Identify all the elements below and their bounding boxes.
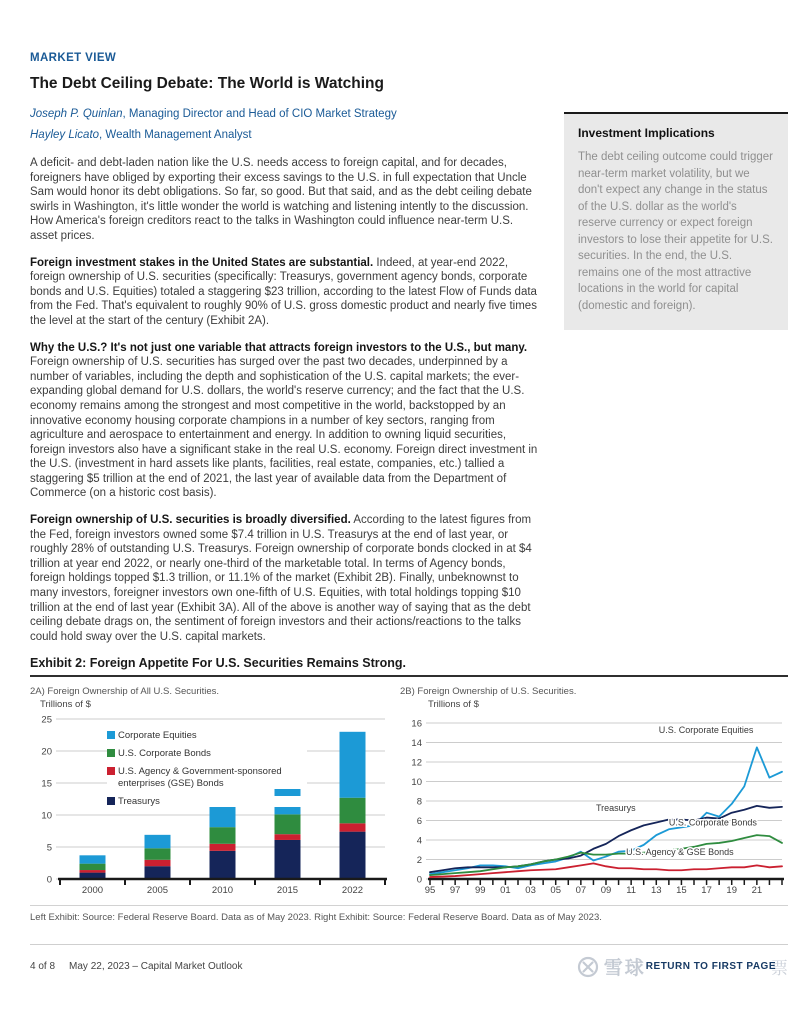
x-axis-tick-label: 21 [751,885,763,897]
paragraph-text: Indeed, at year-end 2022, foreign ownership of U.S. securities (specifically: Treasurys, government agency bonds, corporate bonds and U.S. Equities) totaled a staggering $23 trillion, according to the latest Flow of Funds data from the Fed. That's equivalent to roughly 90% of U.S. gross domestic product and nearly five times the level at the start of the century (Exhibit 2A). [30,256,537,327]
bar-segment [210,828,236,845]
legend-item [107,766,307,789]
y-axis-tick-label: 0 [416,874,422,886]
author-name: Joseph P. Quinlan [30,108,123,120]
y-axis-tick-label: 10 [41,810,52,822]
y-axis-tick-label: 16 [411,718,422,730]
chart-2a-legend [107,730,307,814]
bar-segment [340,832,366,879]
x-axis-tick-label: 95 [424,885,436,897]
legend-swatch [107,749,115,757]
author-role: , Managing Director and Head of CIO Market Strategy [122,108,397,120]
line-chart-canvas [400,711,787,897]
bar-segment [80,870,106,873]
line-label: U.S. Corporate Equities [658,725,754,736]
y-axis-tick-label: 14 [411,738,422,750]
bar-segment [210,851,236,879]
page-number: 4 of 8 [30,961,56,973]
y-axis-tick-label: 6 [416,816,422,828]
y-axis-tick-label: 12 [411,757,422,769]
line-label: U.S. Corporate Bonds [668,817,757,828]
x-axis-tick-label: 2015 [276,885,299,897]
x-axis-tick-label: 19 [726,885,738,897]
author-name: Hayley Licato [30,129,100,141]
exhibit-charts [30,686,788,902]
line-label: Treasurys [595,803,636,814]
article-title: The Debt Ceiling Debate: The World is Watching [30,75,384,92]
legend-item [107,730,307,742]
author-role: , Wealth Management Analyst [99,129,252,141]
chart-2b [400,686,787,902]
issue-title: May 22, 2023 – Capital Market Outlook [69,961,243,973]
return-to-first-page-link[interactable]: RETURN TO FIRST PAGE [645,961,776,973]
x-axis-tick-label: 2000 [81,885,104,897]
watermark-extra-glyph: 票 [771,959,788,979]
bar-segment [340,732,366,798]
watermark [576,953,648,980]
x-axis-tick-label: 07 [575,885,587,897]
chart-2a [30,686,390,902]
body-paragraph [30,341,542,502]
bar-segment [275,815,301,835]
x-axis-tick-label: 99 [474,885,486,897]
legend-swatch [107,797,115,805]
investment-implications-box [564,112,788,330]
x-axis-tick-label: 09 [600,885,612,897]
footer-right [576,953,788,980]
footer-left [30,961,242,972]
y-axis-tick-label: 20 [41,746,52,758]
chart-2b-title: 2B) Foreign Ownership of U.S. Securities. [400,686,577,698]
article-body [30,156,542,644]
bar-segment [145,849,171,861]
line-label: U.S. Agency & GSE Bonds [626,847,734,858]
x-axis-tick-label: 2005 [146,885,169,897]
exhibit-heading: Exhibit 2: Foreign Appetite For U.S. Securities Remains Strong. [30,656,406,671]
y-axis-tick-label: 5 [46,842,52,854]
x-axis-tick-label: 17 [701,885,712,897]
x-axis-tick-label: 15 [676,885,687,897]
chart-2b-y-axis-label: Trillions of $ [428,699,479,711]
x-axis-tick-label: 2010 [211,885,234,897]
section-eyebrow: MARKET VIEW [30,52,117,64]
body-paragraph [30,156,542,244]
bar-segment [275,840,301,879]
paragraph-lead: Why the U.S.? It's not just one variable that attracts foreign investors to the U.S., but many. [30,341,528,354]
legend-item [107,796,307,808]
legend-label: Corporate Equities [115,730,197,742]
bar-segment [80,856,106,864]
legend-label: U.S. Agency & Government-sponsored enterprises (GSE) Bonds [115,766,307,789]
bar-segment [340,824,366,832]
page-footer [30,944,788,980]
legend-swatch [107,731,115,739]
legend-label: U.S. Corporate Bonds [115,748,211,760]
y-axis-tick-label: 2 [416,855,422,867]
y-axis-tick-label: 15 [41,778,52,790]
chart-2a-title: 2A) Foreign Ownership of All U.S. Securities. [30,686,220,698]
implications-body: The debt ceiling outcome could trigger near-term market volatility, but we don't expect any change in the status of the U.S. dollar as the world's reserve currency or expect foreign investors to lose their appetite for U.S. securities. In the end, the U.S. remains one of the most attractive locations in the world for capital (domestic and foreign). [578,151,773,312]
paragraph-lead: Foreign investment stakes in the United States are substantial. [30,256,374,269]
y-axis-tick-label: 10 [411,777,422,789]
x-axis-tick-label: 13 [650,885,662,897]
x-axis-tick-label: 01 [500,885,511,897]
exhibit-divider [30,675,788,677]
chart-2a-y-axis-label: Trillions of $ [40,699,91,711]
y-axis-tick-label: 4 [416,835,422,847]
legend-item [107,748,307,760]
watermark-brand-text: 雪球 [603,958,646,980]
paragraph-text: A deficit- and debt-laden nation like the U.S. needs access to foreign capital, and for decades, foreigners have obliged by exporting their excess savings to the U.S. in full expectation that Uncle Sam would honor its debt obligations. So far, so good. But that said, and as the debt ceiling debate swirls in Washington, it's little wonder the world is watching and listening intently to the discussion. How America's foreign creditors react to the talks in Washington could influence near-term U.S. asset prices. [30,157,532,242]
legend-swatch [107,767,115,775]
x-axis-tick-label: 05 [550,885,562,897]
y-axis-tick-label: 25 [41,714,52,726]
bar-segment [210,844,236,851]
x-axis-tick-label: 2022 [341,885,364,897]
body-paragraph [30,256,542,329]
implications-title: Investment Implications [578,126,715,140]
bar-segment [145,835,171,848]
data-line [430,806,782,872]
x-axis-tick-label: 97 [449,885,461,897]
y-axis-tick-label: 0 [46,874,52,886]
bar-segment [145,867,171,880]
bar-segment [275,835,301,841]
bar-segment [340,798,366,824]
bar-segment [145,860,171,866]
paragraph-text: According to the latest figures from the Fed, foreign investors owned some $7.4 trillion in U.S. Treasurys at the end of last year, or roughly 28% of outstanding U.S. Treasurys. Foreign ownership of corporate bonds clocked in at $4 trillion at year end 2022, or nearly one-third of the marketable total. In terms of Agency bonds, foreign holdings topped $1.3 trillion, or 11.1% of the market (Exhibit 2B). Finally, unbeknownst to many investors, foreigner investors own one-fifth of U.S. Equities, with total holdings topping $10 trillion at the end of last year (Exhibit 3A). All of the above is another way of saying that as the debt ceiling debate drags on, the sentiment of foreign investors and their actions/reactions to the talks could hold sway over the U.S. capital markets. [30,514,532,643]
xueqiu-logo-icon [576,955,600,979]
x-axis-tick-label: 03 [525,885,536,897]
bar-segment [80,864,106,870]
exhibit-source: Left Exhibit: Source: Federal Reserve Board. Data as of May 2023. Right Exhibit: Source: Federal Reserve Board. Data as of May 2023. [30,905,788,923]
legend-label: Treasurys [115,796,160,808]
x-axis-tick-label: 11 [626,885,637,897]
body-paragraph [30,513,542,644]
paragraph-text: Foreign ownership of U.S. securities has surged over the past two decades, underpinned by a number of variables, including the depth and sophistication of the U.S. capital markets; the ever-expanding global demand for U.S. dollars, the world's reserve currency; and the fact that the U.S. economy remains among the strongest and most competitive in the world, backstopped by an innovative economy housing corporate champions in a number of key sectors, ranging from agriculture and aerospace to entertainment and energy. In addition to owning liquid securities, foreign investors also have a significant stake in the real U.S. economy. Foreign direct investment in the U.S. (investment in hard assets like plants, facilities, real estate, companies, etc.) tallied a staggering $5 trillion at the end of 2021, the last year of available data from the Department of Commerce (on a historic cost basis). [30,356,538,500]
y-axis-tick-label: 8 [416,796,422,808]
paragraph-lead: Foreign ownership of U.S. securities is broadly diversified. [30,514,351,527]
